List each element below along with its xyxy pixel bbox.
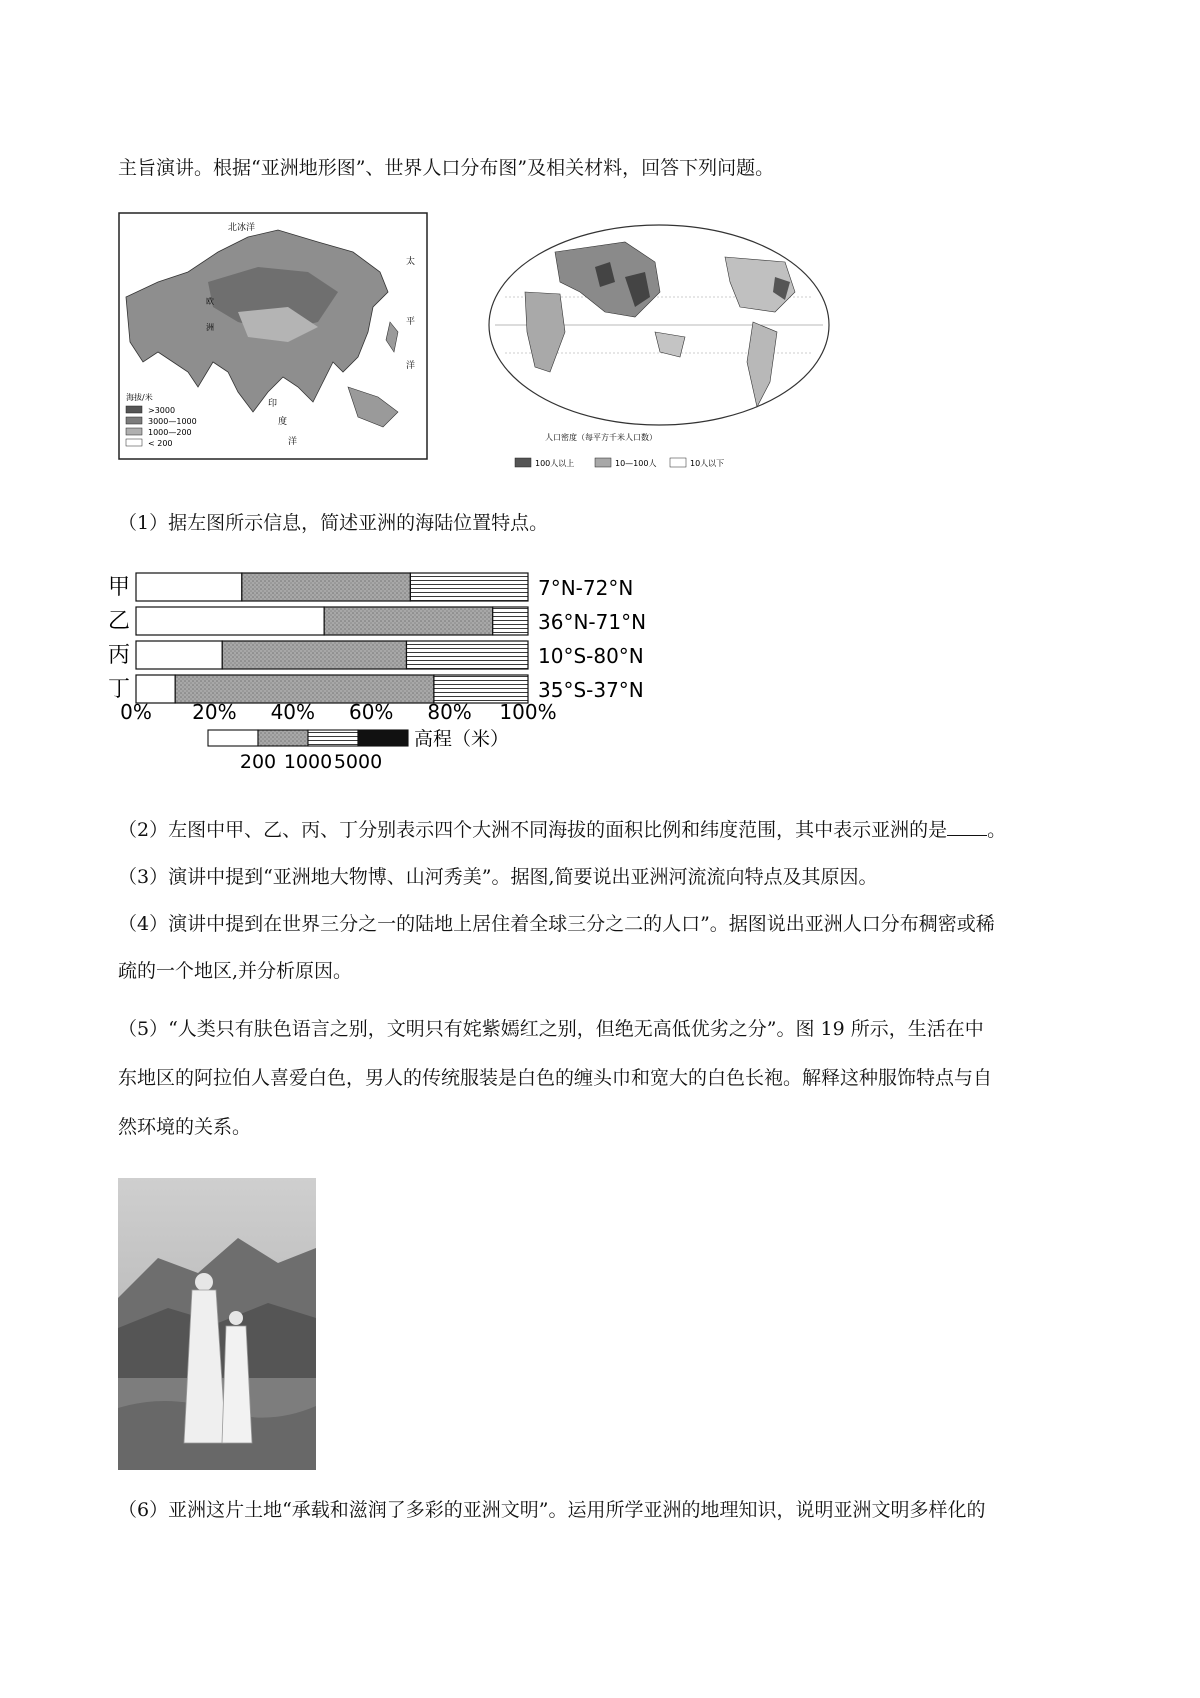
bar-segment (175, 675, 434, 703)
question-5-line-3: 然环境的关系。 (118, 1116, 252, 1138)
x-tick-label: 0% (120, 700, 152, 724)
ocean-label-indian-1: 印 (268, 399, 278, 409)
svg-text:3000—1000: 3000—1000 (148, 417, 197, 426)
legend-swatch (308, 730, 358, 746)
answer-blank[interactable] (947, 817, 987, 836)
bar-segment (410, 573, 528, 601)
x-tick-label: 20% (192, 700, 237, 724)
legend-tick-label: 5000 (333, 751, 383, 773)
bar-segment (222, 641, 406, 669)
x-tick-label: 60% (348, 700, 394, 724)
latitude-range-label: 36°N-71°N (538, 610, 647, 634)
question-5-line-1: （5）“人类只有肤色语言之别，文明只有姹紫嫣红之别，但绝无高低优劣之分”。图 19 所示，生活在中 (118, 1018, 984, 1040)
ocean-label-pacific-2: 平 (406, 317, 416, 327)
x-tick-label: 40% (270, 700, 316, 724)
asia-terrain-map (118, 212, 428, 460)
legend-swatch (208, 730, 258, 746)
svg-text:100人以上: 100人以上 (535, 459, 575, 468)
question-6: （6）亚洲这片土地“承载和滋润了多彩的亚洲文明”。运用所学亚洲的地理知识，说明亚洲文明多样化的 (118, 1499, 986, 1521)
category-label: 丁 (108, 677, 131, 702)
bar-segment (136, 641, 222, 669)
latitude-range-label: 35°S-37°N (538, 678, 644, 702)
ocean-label-indian-3: 洋 (288, 437, 298, 447)
question-1: （1）据左图所示信息，简述亚洲的海陆位置特点。 (118, 512, 549, 534)
question-2 (118, 815, 1098, 845)
legend-swatch (358, 730, 408, 746)
arab-attire-photo (118, 1178, 316, 1470)
bar-segment (136, 675, 175, 703)
ocean-label-north: 北冰洋 (228, 223, 256, 233)
legend-tick-label: 200 (239, 751, 277, 773)
svg-text:1000—200: 1000—200 (148, 428, 192, 437)
bar-segment (493, 607, 528, 635)
x-tick-label: 80% (427, 700, 472, 724)
category-label: 乙 (108, 609, 131, 634)
question-3: （3）演讲中提到“亚洲地大物博、山河秀美”。据图,简要说出亚洲河流流向特点及其原因。 (118, 866, 878, 888)
legend-tick-label: 1000 (283, 751, 333, 773)
category-label: 甲 (108, 575, 131, 600)
legend-swatch (258, 730, 308, 746)
latitude-range-label: 7°N-72°N (538, 576, 634, 600)
svg-text:10人以下: 10人以下 (690, 459, 725, 468)
svg-text:10—100人: 10—100人 (615, 459, 657, 468)
bar-segment (434, 675, 528, 703)
question-2-end: 。 (987, 819, 1007, 841)
question-2-text: （2）左图中甲、乙、丙、丁分别表示四个大洲不同海拔的面积比例和纬度范围，其中表示亚洲的是 (118, 819, 948, 841)
legend-label: 高程（米） (414, 728, 510, 750)
question-4-line-1: （4）演讲中提到在世界三分之一的陆地上居住着全球三分之二的人口”。据图说出亚洲人口分布稠密或稀 (118, 913, 995, 935)
latitude-range-label: 10°S-80°N (538, 644, 644, 668)
svg-text:人口密度（每平方千米人口数）: 人口密度（每平方千米人口数） (545, 433, 657, 442)
ocean-label-pacific-1: 太 (406, 257, 416, 267)
elevation-bar-chart (108, 568, 708, 808)
continent-label-europe-1: 欧 (206, 297, 214, 306)
svg-text:海拔/米: 海拔/米 (126, 393, 153, 402)
population-legend (515, 432, 724, 468)
x-tick-label: 100% (499, 700, 557, 724)
world-population-map (485, 222, 833, 490)
question-4-line-2: 疏的一个地区,并分析原因。 (118, 960, 353, 982)
svg-text:< 200: < 200 (148, 439, 173, 448)
category-label: 丙 (108, 643, 131, 668)
bar-segment (406, 641, 528, 669)
bar-segment (242, 573, 411, 601)
ocean-label-pacific-3: 洋 (406, 361, 416, 371)
bar-segment (136, 573, 242, 601)
ocean-label-indian-2: 度 (278, 417, 288, 427)
bar-segment (324, 607, 493, 635)
svg-text:>3000: >3000 (148, 406, 176, 415)
bar-segment (136, 607, 324, 635)
question-5-line-2: 东地区的阿拉伯人喜爱白色，男人的传统服装是白色的缠头巾和宽大的白色长袍。解释这种服饰特点与自 (118, 1067, 993, 1089)
intro-text: 主旨演讲。根据“亚洲地形图”、世界人口分布图”及相关材料，回答下列问题。 (118, 157, 775, 179)
continent-label-europe-2: 洲 (206, 323, 214, 332)
